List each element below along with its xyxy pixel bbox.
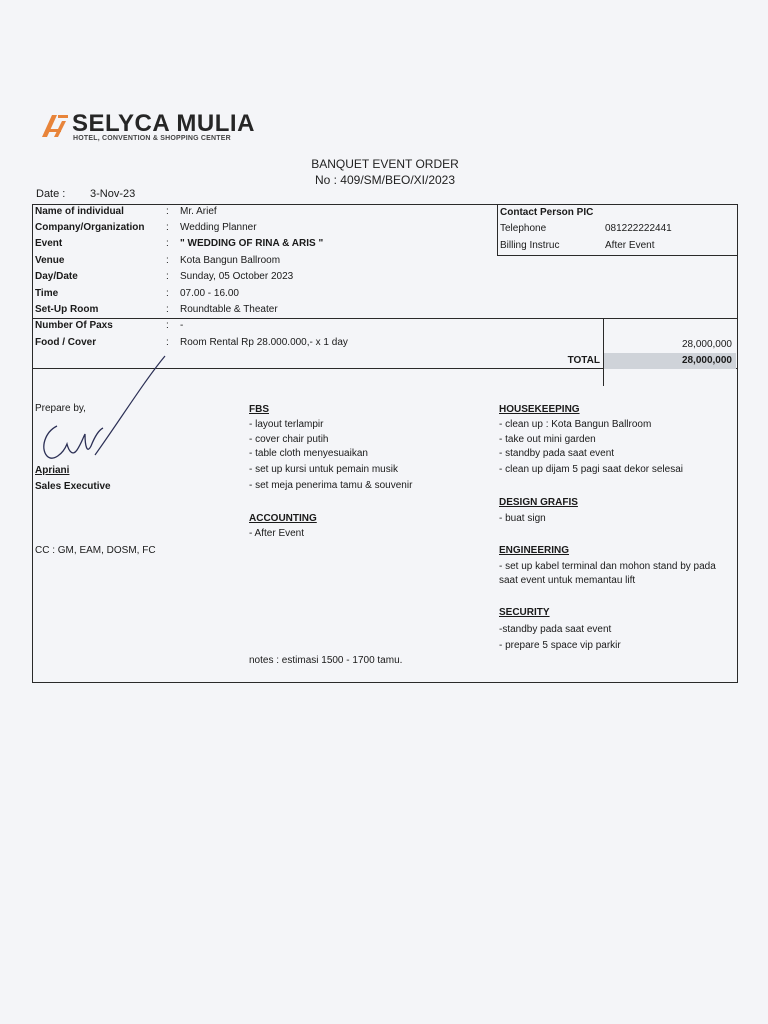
- housekeeping-item: - clean up dijam 5 pagi saat dekor selesai: [499, 464, 683, 475]
- design-item: - buat sign: [499, 513, 546, 524]
- notes: notes : estimasi 1500 - 1700 tamu.: [249, 655, 403, 666]
- company-tagline: HOTEL, CONVENTION & SHOPPING CENTER: [73, 135, 231, 142]
- engineering-item: - set up kabel terminal dan mohon stand by pada: [499, 561, 716, 572]
- prepared-name: Apriani: [35, 465, 70, 476]
- prepared-label: Prepare by,: [35, 403, 86, 414]
- engineering-heading: ENGINEERING: [499, 545, 570, 556]
- detail-colon: :: [166, 288, 169, 299]
- total-value: 28,000,000: [681, 355, 732, 366]
- housekeeping-item: - standby pada saat event: [499, 448, 615, 459]
- details-divider: [32, 318, 738, 319]
- document-title: BANQUET EVENT ORDER: [311, 157, 459, 171]
- detail-value-event: " WEDDING OF RINA & ARIS ": [180, 238, 324, 249]
- fbs-item: - layout terlampir: [249, 419, 324, 430]
- date-value: 3-Nov-23: [90, 188, 136, 200]
- detail-value-company: Wedding Planner: [180, 222, 257, 233]
- cc-list: CC : GM, EAM, DOSM, FC: [35, 545, 156, 556]
- detail-colon: :: [166, 206, 169, 217]
- detail-colon: :: [166, 304, 169, 315]
- detail-colon: :: [166, 255, 169, 266]
- company-logo-mark: [40, 111, 70, 139]
- prepared-role: Sales Executive: [35, 481, 111, 492]
- pax-label: Number Of Paxs: [35, 320, 113, 331]
- detail-value-venue: Kota Bangun Ballroom: [180, 255, 281, 266]
- food-label: Food / Cover: [35, 337, 97, 348]
- total-label: TOTAL: [567, 355, 600, 366]
- box-right: [737, 204, 738, 683]
- accounting-heading: ACCOUNTING: [249, 513, 317, 524]
- fbs-item: - table cloth menyesuaikan: [249, 448, 368, 459]
- telephone-value: 081222222441: [605, 223, 672, 234]
- detail-label-company: Company/Organization: [35, 222, 145, 233]
- security-item: -standby pada saat event: [499, 624, 612, 635]
- box-left: [32, 204, 33, 683]
- detail-label-name: Name of individual: [35, 206, 124, 217]
- detail-colon: :: [166, 337, 169, 348]
- billing-value: After Event: [605, 240, 655, 251]
- detail-colon: :: [166, 238, 169, 249]
- detail-value-daydate: Sunday, 05 October 2023: [180, 271, 294, 282]
- detail-colon: :: [166, 271, 169, 282]
- housekeeping-heading: HOUSEKEEPING: [499, 404, 580, 415]
- amount-column-line: [603, 318, 604, 386]
- contact-box-left: [497, 204, 498, 256]
- fbs-item: - set meja penerima tamu & souvenir: [249, 480, 413, 491]
- date-label: Date :: [36, 188, 66, 200]
- contact-heading: Contact Person PIC: [500, 207, 594, 218]
- design-heading: DESIGN GRAFIS: [499, 497, 578, 508]
- food-amount: 28,000,000: [681, 339, 732, 350]
- detail-value-time: 07.00 - 16.00: [180, 288, 239, 299]
- security-heading: SECURITY: [499, 607, 550, 618]
- pax-value: -: [180, 320, 184, 331]
- company-name: SELYCA MULIA: [72, 110, 255, 137]
- detail-label-daydate: Day/Date: [35, 271, 78, 282]
- signature: [35, 350, 175, 480]
- fbs-item: - set up kursi untuk pemain musik: [249, 464, 398, 475]
- box-top: [32, 204, 738, 205]
- detail-colon: :: [166, 222, 169, 233]
- billing-label: Billing Instruc: [500, 240, 560, 251]
- engineering-item: saat event untuk memantau lift: [499, 575, 636, 586]
- fbs-item: - cover chair putih: [249, 434, 329, 445]
- housekeeping-item: - clean up : Kota Bangun Ballroom: [499, 419, 652, 430]
- telephone-label: Telephone: [500, 223, 547, 234]
- contact-box-bottom: [497, 255, 737, 256]
- detail-value-name: Mr. Arief: [180, 206, 217, 217]
- detail-value-setup: Roundtable & Theater: [180, 304, 278, 315]
- accounting-item: - After Event: [249, 528, 305, 539]
- detail-label-setup: Set-Up Room: [35, 304, 99, 315]
- document-number: No : 409/SM/BEO/XI/2023: [314, 173, 456, 187]
- detail-label-venue: Venue: [35, 255, 65, 266]
- security-item: - prepare 5 space vip parkir: [499, 640, 621, 651]
- housekeeping-item: - take out mini garden: [499, 434, 596, 445]
- fbs-heading: FBS: [249, 404, 269, 415]
- detail-label-time: Time: [35, 288, 59, 299]
- food-value: Room Rental Rp 28.000.000,- x 1 day: [180, 337, 348, 348]
- box-bottom: [32, 682, 738, 683]
- detail-colon: :: [166, 320, 169, 331]
- detail-label-event: Event: [35, 238, 63, 249]
